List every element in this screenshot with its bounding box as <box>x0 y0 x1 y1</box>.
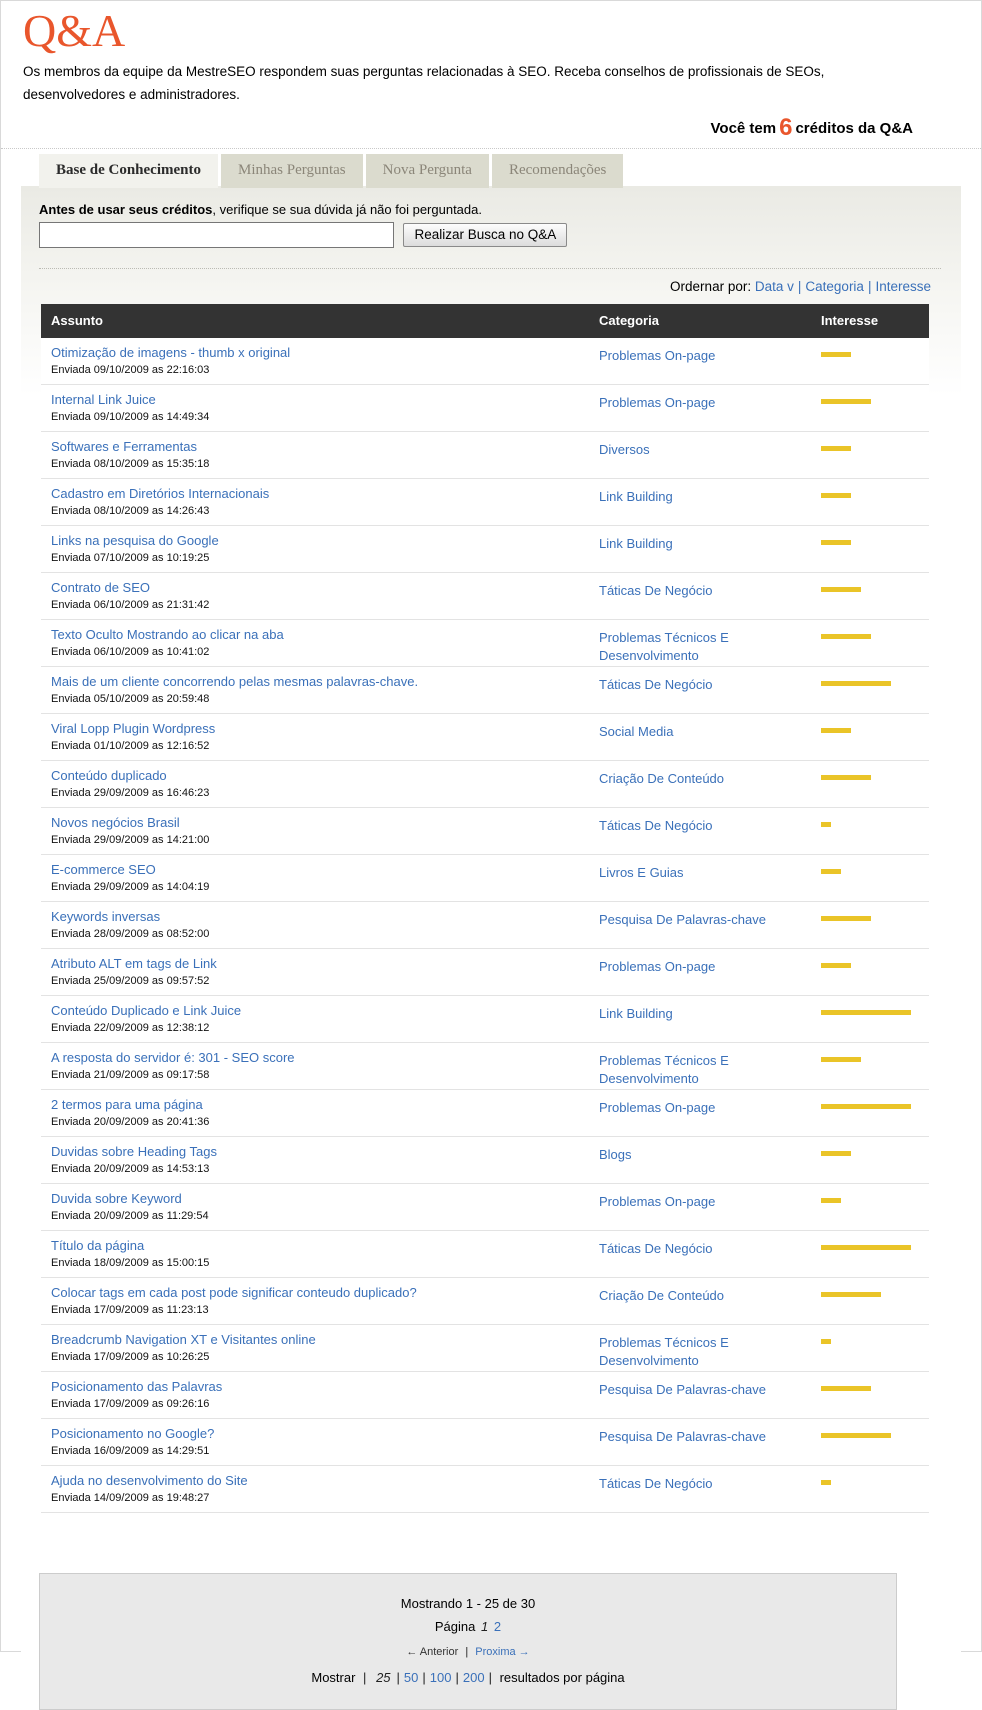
per-page-link-25[interactable]: 25 <box>376 1669 391 1685</box>
question-date: Enviada 28/09/2009 as 08:52:00 <box>51 927 210 940</box>
category-cell <box>599 902 821 948</box>
page-description: Os membros da equipe da MestreSEO respondem suas perguntas relacionadas à SEO. Receba conselhos de profissionais de SEOs, desenvolvedores e administradores. <box>23 64 825 102</box>
interest-bar <box>821 728 851 733</box>
interest-cell <box>821 1419 929 1465</box>
subject-cell <box>51 385 599 431</box>
table-row <box>41 338 929 385</box>
subject-cell <box>51 1372 599 1418</box>
interest-cell <box>821 667 929 713</box>
table-row <box>41 573 929 620</box>
category-cell <box>599 1043 821 1089</box>
category-link[interactable]: Táticas De Negócio <box>599 1475 713 1491</box>
search-block <box>21 202 961 248</box>
sort-bar <box>21 269 961 294</box>
previous-link[interactable]: ← Anterior <box>406 1645 459 1658</box>
category-link[interactable]: Táticas De Negócio <box>599 582 713 598</box>
category-link[interactable]: Link Building <box>599 488 673 504</box>
interest-bar <box>821 916 871 921</box>
interest-bar <box>821 540 851 545</box>
question-date: Enviada 29/09/2009 as 14:21:00 <box>51 833 210 846</box>
question-title-link[interactable]: Duvidas sobre Heading Tags <box>51 1143 217 1159</box>
question-title-link[interactable]: A resposta do servidor é: 301 - SEO score <box>51 1049 295 1065</box>
question-date: Enviada 07/10/2009 as 10:19:25 <box>51 551 210 564</box>
search-button[interactable]: Realizar Busca no Q&A <box>403 223 567 247</box>
interest-bar <box>821 1245 911 1250</box>
interest-bar <box>821 822 831 827</box>
table-row <box>41 902 929 949</box>
interest-cell <box>821 1184 929 1230</box>
question-title-link[interactable]: Posicionamento no Google? <box>51 1425 215 1441</box>
interest-cell <box>821 1231 929 1277</box>
subject-cell <box>51 1137 599 1183</box>
question-title-link[interactable]: Cadastro em Diretórios Internacionais <box>51 485 270 501</box>
subject-cell <box>51 808 599 854</box>
category-link[interactable]: Problemas On-page <box>599 1099 716 1115</box>
category-link[interactable]: Livros E Guias <box>599 864 684 880</box>
subject-cell <box>51 1419 599 1465</box>
table-row <box>41 667 929 714</box>
question-title-link[interactable]: Breadcrumb Navigation XT e Visitantes online <box>51 1331 316 1347</box>
question-title-link[interactable]: Links na pesquisa do Google <box>51 532 219 548</box>
subject-cell <box>51 573 599 619</box>
column-header-interesse: Interesse <box>821 313 879 329</box>
category-link[interactable]: Problemas On-page <box>599 958 716 974</box>
interest-bar <box>821 1386 871 1391</box>
subject-cell <box>51 855 599 901</box>
category-cell <box>599 1184 821 1230</box>
question-date: Enviada 29/09/2009 as 16:46:23 <box>51 786 210 799</box>
question-date: Enviada 08/10/2009 as 15:35:18 <box>51 457 210 470</box>
question-title-link[interactable]: Duvida sobre Keyword <box>51 1190 182 1206</box>
per-page-link-200[interactable]: 200 <box>462 1669 485 1685</box>
pagination-box <box>39 1573 897 1710</box>
question-title-link[interactable]: 2 termos para uma página <box>51 1096 203 1112</box>
credits-prefix: Você tem <box>710 119 777 137</box>
table-row <box>41 1231 929 1278</box>
question-title-link[interactable]: Novos negócios Brasil <box>51 814 180 830</box>
interest-cell <box>821 1090 929 1136</box>
interest-cell <box>821 996 929 1042</box>
separator: | <box>396 1669 400 1685</box>
table-row <box>41 1184 929 1231</box>
page-link-1[interactable]: 1 <box>481 1618 489 1634</box>
interest-cell <box>821 1278 929 1324</box>
category-link[interactable]: Link Building <box>599 535 673 551</box>
subject-cell <box>51 667 599 713</box>
interest-bar <box>821 1151 851 1156</box>
category-cell <box>599 1090 821 1136</box>
interest-bar <box>821 1104 911 1109</box>
table-row <box>41 1278 929 1325</box>
interest-bar <box>821 1433 891 1438</box>
question-date: Enviada 14/09/2009 as 19:48:27 <box>51 1491 210 1504</box>
category-link[interactable]: Problemas On-page <box>599 1193 716 1209</box>
category-cell <box>599 1278 821 1324</box>
category-cell <box>599 385 821 431</box>
table-row <box>41 949 929 996</box>
category-link[interactable]: Diversos <box>599 441 650 457</box>
category-cell <box>599 1325 821 1371</box>
question-title-link[interactable]: Atributo ALT em tags de Link <box>51 955 217 971</box>
category-cell <box>599 1419 821 1465</box>
interest-bar <box>821 775 871 780</box>
subject-cell <box>51 526 599 572</box>
questions-table <box>41 304 929 1513</box>
subject-cell <box>51 1043 599 1089</box>
subject-cell <box>51 902 599 948</box>
interest-bar <box>821 869 841 874</box>
category-cell <box>599 526 821 572</box>
table-row <box>41 479 929 526</box>
table-row <box>41 1419 929 1466</box>
table-header <box>41 304 929 338</box>
interest-bar <box>821 493 851 498</box>
category-cell <box>599 1231 821 1277</box>
category-link[interactable]: Problemas Técnicos E Desenvolvimento <box>599 629 729 663</box>
question-title-link[interactable]: Otimização de imagens - thumb x original <box>51 344 291 360</box>
question-title-link[interactable]: Conteúdo duplicado <box>51 767 167 783</box>
next-link[interactable]: Proxima → <box>475 1645 530 1658</box>
column-header-categoria: Categoria <box>599 313 659 329</box>
sort-option-interesse[interactable]: Interesse <box>875 278 931 294</box>
separator: | <box>422 1669 426 1685</box>
per-page-link-100[interactable]: 100 <box>429 1669 452 1685</box>
separator: | <box>455 1669 459 1685</box>
category-link[interactable]: Pesquisa De Palavras-chave <box>599 1428 766 1444</box>
table-row <box>41 1466 929 1513</box>
question-date: Enviada 08/10/2009 as 14:26:43 <box>51 504 210 517</box>
credits-indicator <box>23 106 961 148</box>
question-date: Enviada 09/10/2009 as 22:16:03 <box>51 363 210 376</box>
category-cell <box>599 761 821 807</box>
category-cell <box>599 949 821 995</box>
interest-cell <box>821 1466 929 1512</box>
interest-bar <box>821 634 871 639</box>
interest-bar <box>821 1198 841 1203</box>
question-date: Enviada 09/10/2009 as 14:49:34 <box>51 410 210 423</box>
page-label: Página <box>434 1618 476 1634</box>
category-cell <box>599 432 821 478</box>
category-link[interactable]: Táticas De Negócio <box>599 676 713 692</box>
category-link[interactable]: Link Building <box>599 1005 673 1021</box>
tab-minhas-perguntas[interactable]: Minhas Perguntas <box>221 154 363 188</box>
question-date: Enviada 06/10/2009 as 21:31:42 <box>51 598 210 611</box>
tab-nova-pergunta[interactable]: Nova Pergunta <box>366 154 489 188</box>
interest-bar <box>821 1339 831 1344</box>
question-date: Enviada 20/09/2009 as 11:29:54 <box>51 1209 209 1222</box>
subject-cell <box>51 1325 599 1371</box>
category-link[interactable]: Táticas De Negócio <box>599 817 713 833</box>
table-row <box>41 1372 929 1419</box>
interest-cell <box>821 1137 929 1183</box>
question-title-link[interactable]: Keywords inversas <box>51 908 161 924</box>
results-count: Mostrando 1 - 25 de 30 <box>400 1595 536 1611</box>
interest-cell <box>821 573 929 619</box>
interest-bar <box>821 1292 881 1297</box>
category-link[interactable]: Problemas Técnicos E Desenvolvimento <box>599 1052 729 1086</box>
table-row <box>41 1043 929 1090</box>
separator: | <box>867 278 872 294</box>
per-page-selector: Mostrar | 25 | 50 | 100 | 200 | resultados por página <box>311 1669 625 1685</box>
subject-cell <box>51 1466 599 1512</box>
interest-cell <box>821 385 929 431</box>
subject-cell <box>51 761 599 807</box>
subject-cell <box>51 620 599 666</box>
question-title-link[interactable]: Internal Link Juice <box>51 391 156 407</box>
separator: | <box>488 1669 492 1685</box>
question-date: Enviada 22/09/2009 as 12:38:12 <box>51 1021 210 1034</box>
interest-bar <box>821 963 851 968</box>
per-page-label: Mostrar <box>311 1669 356 1685</box>
separator: | <box>797 278 802 294</box>
question-date: Enviada 25/09/2009 as 09:57:52 <box>51 974 210 987</box>
page-link-2[interactable]: 2 <box>493 1618 502 1634</box>
interest-cell <box>821 714 929 760</box>
category-link[interactable]: Táticas De Negócio <box>599 1240 713 1256</box>
category-link[interactable]: Social Media <box>599 723 674 739</box>
category-cell <box>599 620 821 666</box>
category-link[interactable]: Problemas Técnicos E Desenvolvimento <box>599 1334 729 1368</box>
question-title-link[interactable]: Softwares e Ferramentas <box>51 438 197 454</box>
table-row <box>41 855 929 902</box>
question-date: Enviada 29/09/2009 as 14:04:19 <box>51 880 210 893</box>
category-cell <box>599 996 821 1042</box>
prev-next-nav: ← Anterior | Proxima → <box>406 1645 530 1658</box>
interest-cell <box>821 1372 929 1418</box>
subject-cell <box>51 479 599 525</box>
table-row <box>41 808 929 855</box>
category-cell <box>599 1137 821 1183</box>
subject-cell <box>51 1278 599 1324</box>
subject-cell <box>51 1184 599 1230</box>
page-selector <box>40 1619 896 1634</box>
question-title-link[interactable]: Viral Lopp Plugin Wordpress <box>51 720 216 736</box>
column-header-assunto: Assunto <box>51 313 103 329</box>
category-link[interactable]: Problemas On-page <box>599 347 716 363</box>
category-cell <box>599 479 821 525</box>
main-panel <box>21 186 961 1710</box>
interest-bar <box>821 587 861 592</box>
subject-cell <box>51 1090 599 1136</box>
question-title-link[interactable]: E-commerce SEO <box>51 861 156 877</box>
table-row <box>41 432 929 479</box>
search-input[interactable] <box>39 222 394 248</box>
interest-cell <box>821 432 929 478</box>
credits-suffix: créditos da Q&A <box>795 119 913 137</box>
interest-cell <box>821 620 929 666</box>
interest-bar <box>821 681 891 686</box>
category-link[interactable]: Pesquisa De Palavras-chave <box>599 1381 766 1397</box>
question-date: Enviada 17/09/2009 as 11:23:13 <box>51 1303 209 1316</box>
question-date: Enviada 20/09/2009 as 20:41:36 <box>51 1115 210 1128</box>
question-title-link[interactable]: Ajuda no desenvolvimento do Site <box>51 1472 248 1488</box>
question-title-link[interactable]: Texto Oculto Mostrando ao clicar na aba <box>51 626 284 642</box>
table-row <box>41 714 929 761</box>
tab-recomendações[interactable]: Recomendações <box>492 154 623 188</box>
interest-cell <box>821 1043 929 1089</box>
table-row <box>41 385 929 432</box>
table-row <box>41 761 929 808</box>
sort-option-categoria[interactable]: Categoria <box>805 278 864 294</box>
category-cell <box>599 808 821 854</box>
interest-cell <box>821 1325 929 1371</box>
subject-cell <box>51 338 599 384</box>
search-hint-rest: , verifique se sua dúvida já não foi perguntada. <box>212 201 482 217</box>
interest-bar <box>821 1057 861 1062</box>
table-row <box>41 526 929 573</box>
interest-cell <box>821 526 929 572</box>
search-hint-bold: Antes de usar seus créditos <box>39 201 213 217</box>
tab-base-de-conhecimento[interactable]: Base de Conhecimento <box>39 154 218 188</box>
question-title-link[interactable]: Título da página <box>51 1237 145 1253</box>
interest-cell <box>821 808 929 854</box>
interest-bar <box>821 399 871 404</box>
sort-option-data-v[interactable]: Data v <box>754 278 794 294</box>
category-link[interactable]: Blogs <box>599 1146 632 1162</box>
question-date: Enviada 05/10/2009 as 20:59:48 <box>51 692 210 705</box>
subject-cell <box>51 1231 599 1277</box>
subject-cell <box>51 949 599 995</box>
table-row <box>41 1325 929 1372</box>
interest-bar <box>821 352 851 357</box>
per-page-suffix: resultados por página <box>499 1669 625 1685</box>
interest-bar <box>821 446 851 451</box>
table-row <box>41 1090 929 1137</box>
interest-cell <box>821 855 929 901</box>
per-page-link-50[interactable]: 50 <box>403 1669 419 1685</box>
category-link[interactable]: Pesquisa De Palavras-chave <box>599 911 766 927</box>
page-title: Q&A <box>23 5 126 56</box>
category-cell <box>599 1372 821 1418</box>
question-title-link[interactable]: Conteúdo Duplicado e Link Juice <box>51 1002 242 1018</box>
interest-bar <box>821 1010 911 1015</box>
subject-cell <box>51 996 599 1042</box>
credits-count: 6 <box>779 113 793 141</box>
question-date: Enviada 18/09/2009 as 15:00:15 <box>51 1256 210 1269</box>
category-link[interactable]: Problemas On-page <box>599 394 716 410</box>
sort-label: Ordernar por: <box>670 278 752 294</box>
subject-cell <box>51 714 599 760</box>
category-cell <box>599 1466 821 1512</box>
category-cell <box>599 667 821 713</box>
category-cell <box>599 338 821 384</box>
category-cell <box>599 714 821 760</box>
question-date: Enviada 01/10/2009 as 12:16:52 <box>51 739 210 752</box>
category-cell <box>599 855 821 901</box>
category-link[interactable]: Criação De Conteúdo <box>599 770 725 786</box>
page-header <box>1 1 981 148</box>
question-date: Enviada 21/09/2009 as 09:17:58 <box>51 1068 210 1081</box>
interest-bar <box>821 1480 831 1485</box>
question-date: Enviada 17/09/2009 as 09:26:16 <box>51 1397 210 1410</box>
category-cell <box>599 573 821 619</box>
question-title-link[interactable]: Contrato de SEO <box>51 579 150 595</box>
question-title-link[interactable]: Mais de um cliente concorrendo pelas mesmas palavras-chave. <box>51 673 419 689</box>
question-date: Enviada 06/10/2009 as 10:41:02 <box>51 645 210 658</box>
table-row <box>41 996 929 1043</box>
tab-bar <box>1 148 981 186</box>
category-link[interactable]: Criação De Conteúdo <box>599 1287 725 1303</box>
question-date: Enviada 20/09/2009 as 14:53:13 <box>51 1162 210 1175</box>
interest-cell <box>821 902 929 948</box>
search-hint <box>39 202 961 217</box>
interest-cell <box>821 338 929 384</box>
interest-cell <box>821 949 929 995</box>
interest-cell <box>821 479 929 525</box>
table-row <box>41 1137 929 1184</box>
subject-cell <box>51 432 599 478</box>
question-date: Enviada 16/09/2009 as 14:29:51 <box>51 1444 210 1457</box>
interest-cell <box>821 761 929 807</box>
question-title-link[interactable]: Posicionamento das Palavras <box>51 1378 223 1394</box>
question-title-link[interactable]: Colocar tags em cada post pode significar conteudo duplicado? <box>51 1284 417 1300</box>
question-date: Enviada 17/09/2009 as 10:26:25 <box>51 1350 210 1363</box>
table-row <box>41 620 929 667</box>
